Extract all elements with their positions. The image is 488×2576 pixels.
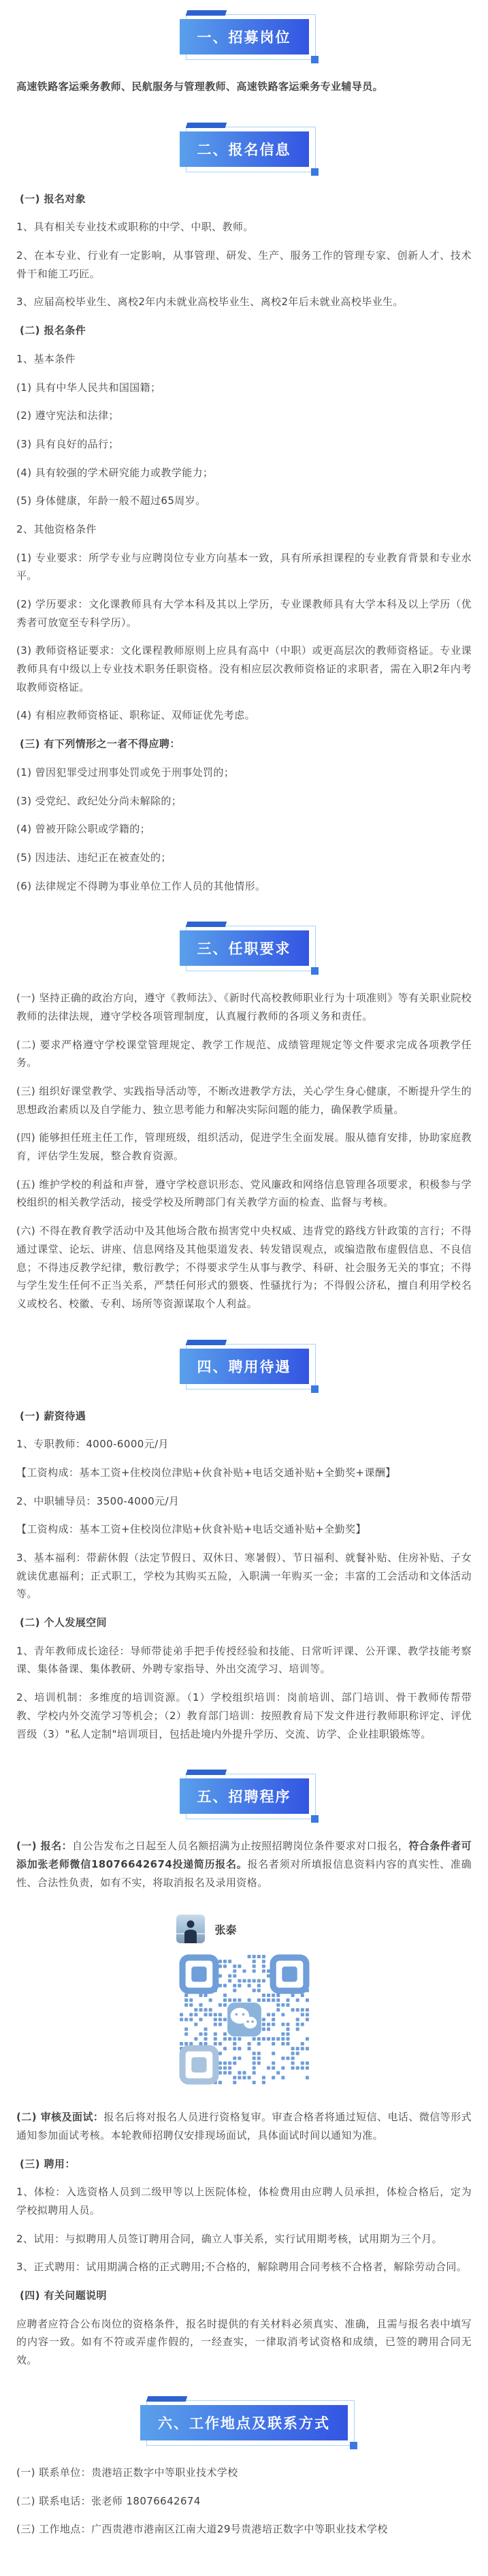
paragraph: [16, 1464, 472, 1482]
text-run: (四) 能够担任班主任工作，管理班级，组织活动，促进学生全面发展。服从德育安排，协助家庭教育，评估学生发展，整合教育资源。: [16, 1131, 472, 1163]
section-badge-title: 四、聘用待遇: [180, 1349, 309, 1384]
section-badge: [180, 19, 309, 54]
text-run: (1) 专业要求：所学专业与应聘岗位专业方向基本一致，具有所承担课程的专业教育背景和专业水平。: [16, 551, 472, 582]
paragraph: [16, 1129, 472, 1165]
text-run: (3) 具有良好的品行；: [16, 437, 119, 450]
text-run: 2、中职辅导员：3500-4000元/月: [16, 1494, 180, 1507]
section-badge-row: [16, 2405, 472, 2440]
section-heading: [16, 735, 472, 753]
paragraph: [16, 1435, 472, 1454]
paragraph: [16, 706, 472, 725]
text-run: 自公告发布之日起至人员名额招满为止按照招聘岗位条件要求对口报名，: [72, 1840, 409, 1853]
paragraph: [16, 78, 472, 96]
paragraph: [16, 1520, 472, 1539]
badge-corner-square: [311, 1815, 319, 1823]
paragraph: [16, 1082, 472, 1118]
paragraph: [16, 2183, 472, 2219]
text-run: 高速铁路客运乘务教师、民航服务与管理教师、高速铁路客运乘务专业辅导员。: [16, 80, 384, 93]
section-badge-title: 六、工作地点及联系方式: [140, 2405, 348, 2440]
paragraph: [16, 642, 472, 696]
contact-avatar: [176, 1915, 205, 1943]
text-run: (二) 报名条件: [20, 324, 86, 337]
text-run: 1、基本条件: [16, 352, 76, 365]
paragraph: [16, 2230, 472, 2248]
section-badge: [180, 930, 309, 966]
text-run: 2、在本专业、行业有一定影响，从事管理、研发、生产、服务工作的管理专家、创新人才、技术骨干和能工巧匠。: [16, 249, 472, 280]
paragraph: [16, 407, 472, 425]
section-badge-row: [16, 1778, 472, 1814]
text-run: 【工资构成：基本工资+住校岗位津贴+伙食补贴+电话交通补贴+全勤奖】: [16, 1523, 366, 1536]
badge-corner-square: [311, 1385, 319, 1393]
badge-accent-bar: [185, 123, 227, 128]
text-run: (三) 工作地点：广西贵港市港南区江南大道29号贵港培正数字中等职业技术学校: [16, 2523, 388, 2536]
section-badge: [180, 131, 309, 167]
badge-accent-bar: [185, 10, 227, 16]
badge-accent-bar: [185, 1340, 227, 1345]
section-heading: [16, 190, 472, 208]
text-run: (1) 曾因犯罪受过刑事处罚或免于刑事处罚的；: [16, 766, 235, 779]
text-run: (1) 具有中华人民共和国国籍；: [16, 381, 161, 394]
text-run: (一) 联系单位：贵港培正数字中等职业技术学校: [16, 2466, 238, 2479]
wechat-contact-card: [176, 1915, 312, 1943]
text-run: (5) 身体健康，年龄一般不超过65周岁。: [16, 494, 206, 507]
text-run: (2) 遵守宪法和法律；: [16, 409, 119, 422]
paragraph: [16, 350, 472, 368]
section-heading: [16, 321, 472, 340]
paragraph: [16, 247, 472, 283]
text-run: (一) 薪资待遇: [20, 1409, 86, 1422]
text-run: (三) 有下列情形之一者不得应聘：: [20, 738, 180, 751]
section-heading: [16, 2155, 472, 2173]
text-run: (三) 聘用：: [20, 2157, 76, 2170]
text-run: (2) 学历要求：文化课教师具有大学本科及其以上学历，专业课教师具有大学本科及以上学历（优秀者可放宽至专科学历）。: [16, 598, 472, 629]
badge-accent-bar: [146, 2396, 188, 2402]
text-run: (二) 联系电话：张老师 18076642674: [16, 2494, 201, 2507]
text-run: 3、正式聘用：试用期满合格的正式聘用;不合格的，解除聘用合同考核不合格者，解除劳动合同。: [16, 2261, 468, 2274]
paragraph: [16, 1176, 472, 1212]
paragraph: [16, 2315, 472, 2370]
text-run: (二) 审核及面试：: [16, 2111, 104, 2124]
paragraph: [16, 849, 472, 867]
text-run: 2、其他资格条件: [16, 522, 97, 535]
paragraph: [16, 1688, 472, 1743]
section-badge-title: 三、任职要求: [180, 930, 309, 966]
text-run: 【工资构成：基本工资+住校岗位津贴+伙食补贴+电话交通补贴+全勤奖+课酬】: [16, 1466, 396, 1479]
text-run: 报名者须对所填报信息资料内容的真实性、准确性、合法性负责，如有不实，将取消报名及录用资格。: [16, 1857, 472, 1889]
paragraph: [16, 764, 472, 782]
text-run: (一) 坚持正确的政治方向，遵守《教师法》、《新时代高校教师职业行为十项准则》等有关职业院校教师的法律法规，遵守学校各项管理制度，认真履行教师的各项义务和责任。: [16, 992, 472, 1022]
paragraph: [16, 293, 472, 311]
badge-accent-bar: [185, 1770, 227, 1775]
paragraph: [16, 989, 472, 1025]
paragraph: [16, 2108, 472, 2144]
paragraph: [16, 792, 472, 811]
badge-corner-square: [350, 2442, 357, 2449]
paragraph: [16, 520, 472, 539]
contact-name: 张泰: [214, 1923, 237, 1936]
text-run: 1、青年教师成长途径：导师带徒弟手把手传授经验和技能、日常听评课、公开课、教学技能考察课、集体备课、集体教研、外聘专家指导、外出交流学习、培训等。: [16, 1644, 472, 1676]
text-run: (六) 不得在教育教学活动中及其他场合散布损害党中央权威、违背党的路线方针政策的言行；不得通过课堂、论坛、讲座、信息网络及其他渠道发表、转发错误观点，或编造散布虚假信息、不良信息；不得违反教学纪律，敷衍教学；不得要求学生从事与教学、科研、社会服务无关的事宜；不得与学生发生任何不正当关系，严禁任何形式的猥亵、性骚扰行为；不得假公济私，擅自利用学校名义或校名、校徽、专利、场所等资源谋取个人利益。: [16, 1225, 472, 1310]
section-badge-title: 五、招聘程序: [180, 1778, 309, 1814]
text-run: (三) 组织好课堂教学、实践指导活动等，不断改进教学方法，关心学生身心健康，不断提升学生的思想政治素质以及自学能力、独立思考能力和解决实际问题的能力，确保教学质量。: [16, 1085, 472, 1116]
text-run: 1、具有相关专业技术或职称的中学、中职、教师。: [16, 221, 254, 234]
badge-accent-bar: [185, 922, 227, 927]
text-run: 1、专职教师：4000-6000元/月: [16, 1438, 169, 1451]
section-heading: [16, 1407, 472, 1426]
paragraph: [16, 2492, 472, 2511]
text-run: 报名后将对报名人员进行资格复审。审查合格者将通过短信、电话、微信等形式通知参加面试考核。本轮教师招聘仅安排现场面试，具体面试时间以通知为准。: [16, 2111, 472, 2141]
paragraph: [16, 1549, 472, 1603]
text-run: (3) 教师资格证要求：文化课程教师原则上应具有高中（中职）或更高层次的教师资格证。专业课教师具有中级以上专业技术职务任职资格。没有相应层次教师资格证的求职者，需在入职2年内考取教师资格证。: [16, 644, 472, 693]
paragraph: [16, 464, 472, 482]
text-run: (四) 有关问题说明: [20, 2289, 107, 2302]
text-run: (二) 要求严格遵守学校课堂管理规定、教学工作规范、成绩管理规定等文件要求完成各项教学任务。: [16, 1038, 472, 1069]
text-run: 3、应届高校毕业生、离校2年内未就业高校毕业生、离校2年后未就业高校毕业生。: [16, 296, 404, 309]
paragraph: [16, 1222, 472, 1313]
paragraph: [16, 2258, 472, 2276]
paragraph: [16, 877, 472, 896]
section-heading: [16, 2287, 472, 2305]
text-run: (3) 受党纪、政纪处分尚未解除的；: [16, 794, 182, 807]
section-badge-row: [16, 1349, 472, 1384]
badge-corner-square: [311, 56, 319, 63]
text-run: (二) 个人发展空间: [20, 1616, 107, 1629]
section-badge-row: [16, 930, 472, 966]
section-badge: [180, 1349, 309, 1384]
text-run: (4) 曾被开除公职或学籍的；: [16, 823, 151, 836]
text-run: (4) 有相应教师资格证、职称证、双师证优先考虑。: [16, 709, 256, 722]
paragraph: [16, 820, 472, 838]
paragraph: [16, 1642, 472, 1678]
wechat-qr-code: [179, 1954, 310, 2085]
text-run: (一) 报名：: [16, 1840, 73, 1853]
paragraph: [16, 1837, 472, 1891]
paragraph: [16, 549, 472, 585]
paragraph: [16, 435, 472, 454]
badge-corner-square: [311, 967, 319, 975]
paragraph: [16, 1492, 472, 1511]
paragraph: [16, 2464, 472, 2482]
text-run: 应聘者应符合公布岗位的资格条件，报名时提供的有关材料必须真实、准确，且需与报名表中填写的内容一致。如有不符或弄虚作假的，一经查实，一律取消考试资格和成绩，已签的聘用合同无效。: [16, 2317, 472, 2367]
text-run: (4) 具有较强的学术研究能力或教学能力；: [16, 466, 214, 479]
text-run: 3、基本福利：带薪休假（法定节假日、双休日、寒暑假）、节日福利、就餐补贴、住房补贴、子女就读优惠福利；正式职工，学校为其购买五险，入职满一年购买一金；丰富的工会活动和文体活动等。: [16, 1552, 472, 1601]
paragraph: [16, 492, 472, 510]
paragraph: [16, 2520, 472, 2539]
section-badge-title: 一、招募岗位: [180, 19, 309, 54]
section-badge-row: [16, 19, 472, 54]
section-badge-row: [16, 131, 472, 167]
section-badge: [180, 1778, 309, 1814]
text-run: (一) 报名对象: [20, 192, 86, 205]
section-heading: [16, 1614, 472, 1632]
section-badge: [140, 2405, 348, 2440]
paragraph: [16, 218, 472, 236]
paragraph: [16, 379, 472, 397]
section-badge-title: 二、报名信息: [180, 131, 309, 167]
paragraph: [16, 1036, 472, 1072]
text-run: (6) 法律规定不得聘为事业单位工作人员的其他情形。: [16, 879, 266, 892]
article: [0, 19, 488, 2539]
text-run: 2、培训机制：多维度的培训资源。（1）学校组织培训：岗前培训、部门培训、骨干教师传帮带教、学校内外交流学习等机会；（2）教育部门培训：按照教育局下发文件进行教师职称评定、评优晋级（3）"私人定制"培训项目，包括赴境内外提升学历、交流、访学、企业挂职锻炼等。: [16, 1691, 472, 1740]
badge-corner-square: [311, 168, 319, 176]
text-run: 符合条件者可添加张老师微信18076642674投递简历报名。: [16, 1840, 472, 1870]
text-run: 1、体检：入选资格人员到二级甲等以上医院体检，体检费用由应聘人员承担，体检合格后，定为学校拟聘用人员。: [16, 2186, 472, 2216]
text-run: (五) 维护学校的利益和声誉，遵守学校意识形态、党风廉政和网络信息管理各项要求，积极参与学校组织的相关教学活动，接受学校及所聘部门有关教学方面的检查、监督与考核。: [16, 1178, 472, 1209]
text-run: 2、试用：与拟聘用人员签订聘用合同，确立人事关系，实行试用期考核，试用期为三个月。: [16, 2232, 442, 2245]
text-run: (5) 因违法、违纪正在被查处的；: [16, 851, 172, 864]
paragraph: [16, 595, 472, 631]
